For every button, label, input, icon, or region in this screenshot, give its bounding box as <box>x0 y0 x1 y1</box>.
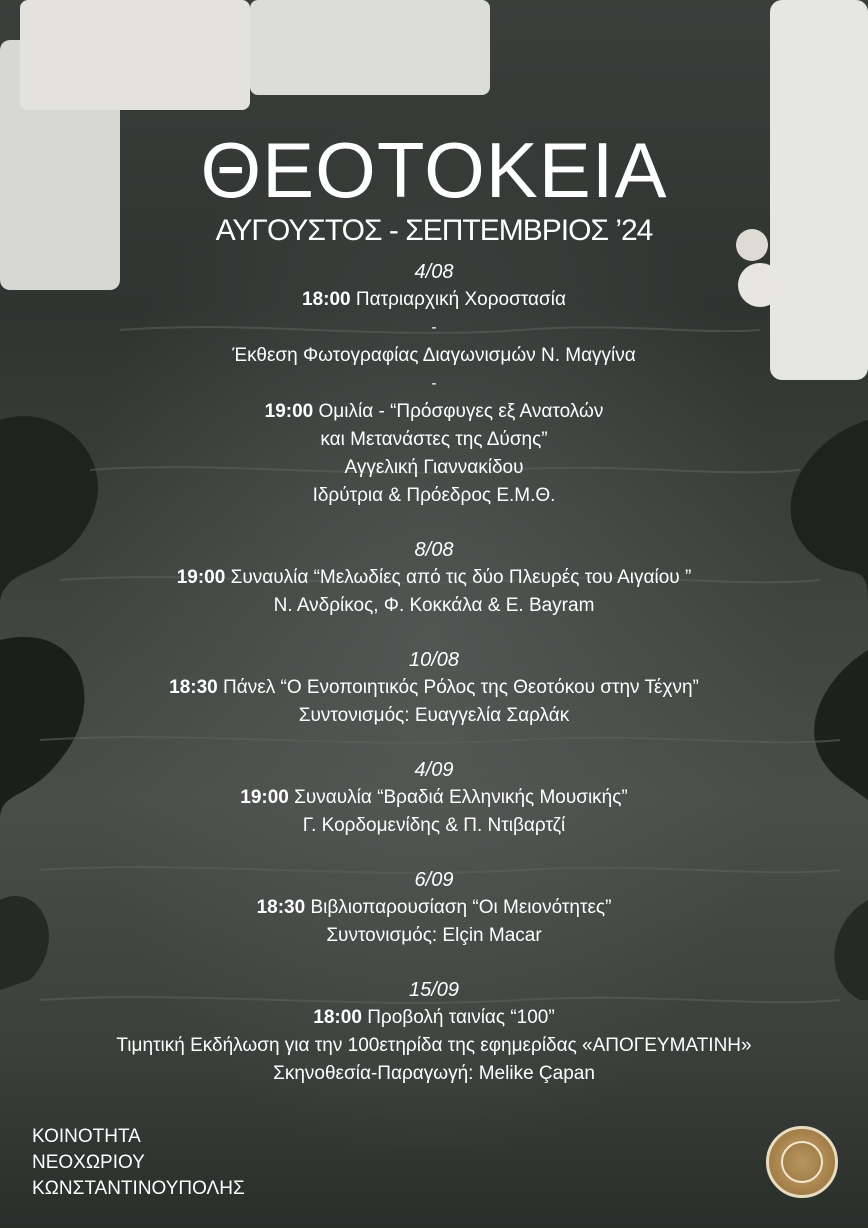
poster-subtitle: ΑΥΓΟΥΣΤΟΣ - ΣΕΠΤΕΜΒΡΙΟΣ ’24 <box>215 214 653 247</box>
event-block <box>0 756 868 840</box>
event-line <box>0 922 868 950</box>
event-line <box>0 674 868 702</box>
event-block <box>0 866 868 950</box>
event-time: 19:00 <box>176 567 226 588</box>
event-time: 19:00 <box>264 401 314 422</box>
event-line <box>0 564 868 592</box>
event-schedule <box>0 258 868 1114</box>
poster-title: ΘΕΟΤΟΚΕΙΑ <box>200 126 668 214</box>
event-text: Σκηνοθεσία-Παραγωγή: Melike Çapan <box>273 1063 595 1084</box>
organizer-line: ΚΟΙΝΟΤΗΤΑ <box>32 1126 141 1147</box>
event-line <box>0 592 868 620</box>
event-line <box>0 482 868 510</box>
event-text: Πάνελ “Ο Ενοποιητικός Ρόλος της Θεοτόκου στην Τέχνη” <box>223 677 699 698</box>
event-text: Συντονισμός: Elçin Macar <box>326 925 542 946</box>
event-date: 15/09 <box>408 979 460 1001</box>
event-time: 19:00 <box>240 787 289 808</box>
event-line <box>0 894 868 922</box>
event-block <box>0 258 868 510</box>
event-time: 18:00 <box>302 289 351 310</box>
event-time: 18:30 <box>256 897 306 918</box>
event-text: Ομιλία - “Πρόσφυγες εξ Ανατολών <box>318 401 604 422</box>
event-text: Ιδρύτρια & Πρόεδρος Ε.Μ.Θ. <box>312 485 556 506</box>
event-line <box>0 426 868 454</box>
event-line <box>0 342 868 370</box>
event-text: Αγγελική Γιαννακίδου <box>344 457 524 478</box>
event-time: 18:30 <box>169 677 218 698</box>
event-text: Συντονισμός: Ευαγγελία Σαρλάκ <box>298 705 570 726</box>
event-line <box>0 702 868 730</box>
event-line <box>0 286 868 314</box>
event-text: Έκθεση Φωτογραφίας Διαγωνισμών Ν. Μαγγίνα <box>232 345 636 366</box>
event-line <box>0 812 868 840</box>
event-line <box>0 454 868 482</box>
event-date: 6/09 <box>414 869 454 891</box>
organizer-line: ΚΩΝΣΤΑΝΤΙΝΟΥΠΟΛΗΣ <box>32 1178 245 1199</box>
event-date: 10/08 <box>408 649 460 671</box>
event-text: Προβολή ταινίας “100” <box>367 1007 555 1028</box>
event-text: Πατριαρχική Χοροστασία <box>355 289 566 310</box>
event-time: 18:00 <box>313 1007 362 1028</box>
event-text: Τιμητική Εκδήλωση για την 100ετηρίδα της εφημερίδας «ΑΠΟΓΕΥΜΑΤΙΝΗ» <box>116 1035 752 1056</box>
event-text: Συναυλία “Μελωδίες από τις δύο Πλευρές του Αιγαίου ” <box>230 567 692 588</box>
item-separator: - <box>431 375 437 392</box>
event-block <box>0 646 868 730</box>
event-line <box>0 1032 868 1060</box>
event-line <box>0 398 868 426</box>
event-date: 8/08 <box>414 539 454 561</box>
event-block <box>0 976 868 1088</box>
event-date: 4/08 <box>414 261 454 283</box>
community-seal-logo <box>766 1126 838 1198</box>
event-text: Γ. Κορδομενίδης & Π. Ντιβαρτζί <box>302 815 566 836</box>
seal-emblem <box>781 1141 823 1183</box>
event-text: Συναυλία “Βραδιά Ελληνικής Μουσικής” <box>294 787 628 808</box>
organizer-name <box>32 1124 245 1202</box>
item-separator: - <box>431 319 437 336</box>
event-line <box>0 1004 868 1032</box>
event-line <box>0 1060 868 1088</box>
organizer-line: ΝΕΟΧΩΡΙΟΥ <box>32 1152 145 1173</box>
event-date: 4/09 <box>414 759 454 781</box>
event-line <box>0 784 868 812</box>
event-block <box>0 536 868 620</box>
event-text: και Μετανάστες της Δύσης” <box>320 429 548 450</box>
event-text: Βιβλιοπαρουσίαση “Οι Μειονότητες” <box>310 897 612 918</box>
event-text: Ν. Ανδρίκος, Φ. Κοκκάλα & Ε. Bayram <box>273 595 595 616</box>
